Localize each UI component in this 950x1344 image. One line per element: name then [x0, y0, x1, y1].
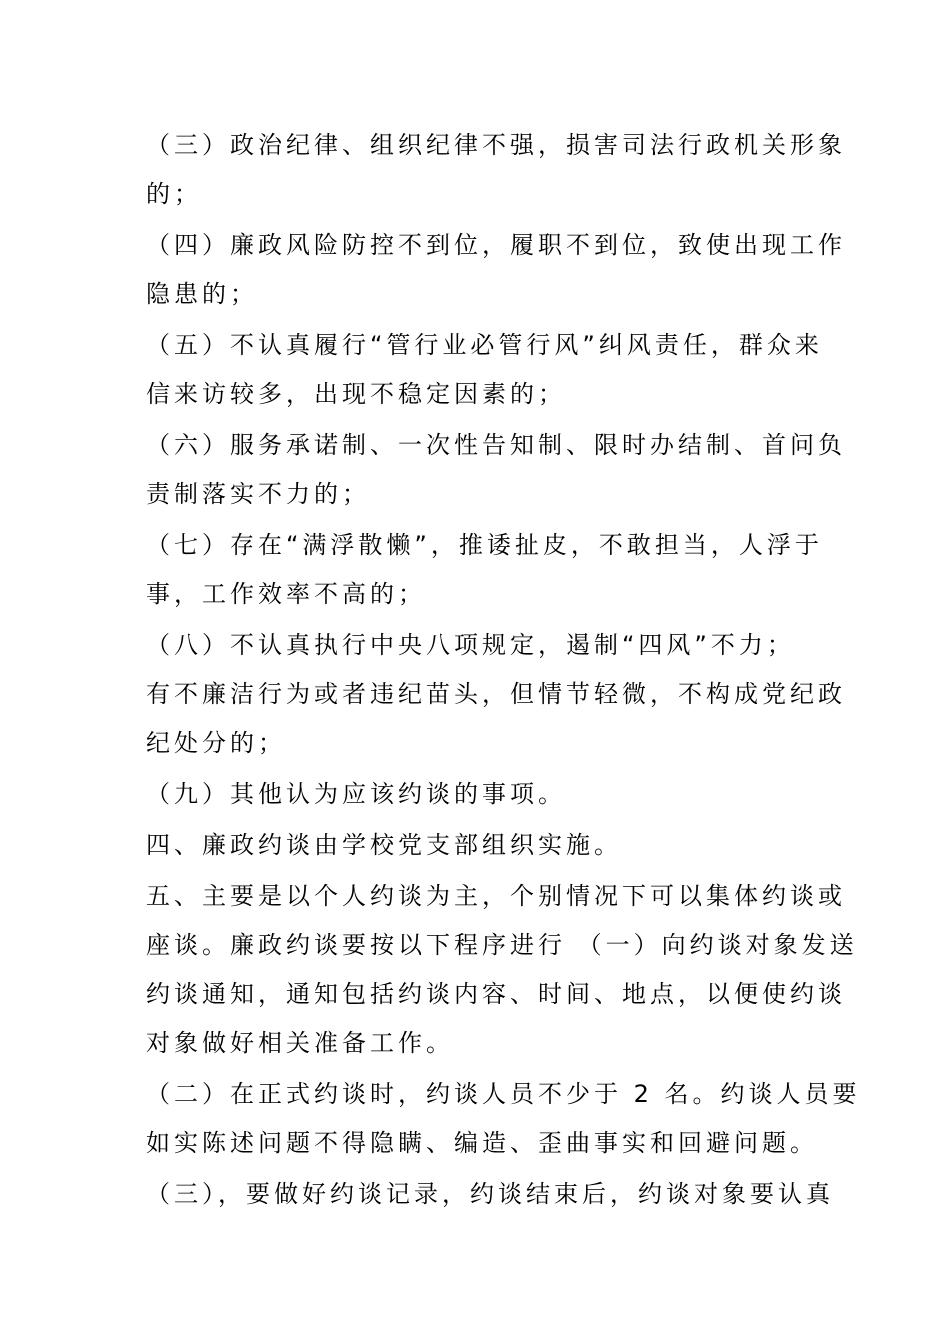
text-line-6: 信来访较多，出现不稳定因素的； — [146, 380, 566, 408]
text-line-10: 事，工作效率不高的； — [146, 580, 426, 608]
text-line-18: 约谈通知，通知包括约谈内容、时间、地点，以便使约谈 — [146, 980, 846, 1008]
text-line-7: （六）服务承诺制、一次性告知制、限时办结制、首问负 — [146, 431, 846, 459]
text-line-16: 五、主要是以个人约谈为主，个别情况下可以集体约谈或 — [146, 882, 846, 910]
document-body — [146, 131, 861, 1208]
text-line-2: 的； — [146, 180, 202, 208]
text-line-22: （三），要做好约谈记录，约谈结束后，约谈对象要认真 — [146, 1180, 834, 1208]
text-line-20: （二）在正式约谈时，约谈人员不少于 2 名。约谈人员要 — [146, 1080, 861, 1108]
text-line-17: 座谈。廉政约谈要按以下程序进行 （一）向约谈对象发送 — [146, 931, 858, 959]
text-line-15: 四、廉政约谈由学校党支部组织实施。 — [146, 831, 622, 859]
text-line-12: 有不廉洁行为或者违纪苗头，但情节轻微，不构成党纪政 — [146, 680, 846, 708]
text-line-5: （五）不认真履行“管行业必管行风”纠风责任，群众来 — [146, 331, 823, 359]
text-line-19: 对象做好相关准备工作。 — [146, 1029, 454, 1057]
text-line-21: 如实陈述问题不得隐瞒、编造、歪曲事实和回避问题。 — [146, 1129, 818, 1157]
text-line-1: （三）政治纪律、组织纪律不强，损害司法行政机关形象 — [146, 131, 846, 159]
text-line-11: （八）不认真执行中央八项规定，遏制“四风”不力； — [146, 631, 795, 659]
text-line-3: （四）廉政风险防控不到位，履职不到位，致使出现工作 — [146, 231, 846, 259]
text-line-4: 隐患的； — [146, 280, 258, 308]
text-line-13: 纪处分的； — [146, 729, 286, 757]
text-line-9: （七）存在“满浮散懒”，推诿扯皮，不敢担当，人浮于 — [146, 531, 823, 559]
text-line-14: （九）其他认为应该约谈的事项。 — [146, 780, 566, 808]
text-line-8: 责制落实不力的； — [146, 480, 370, 508]
